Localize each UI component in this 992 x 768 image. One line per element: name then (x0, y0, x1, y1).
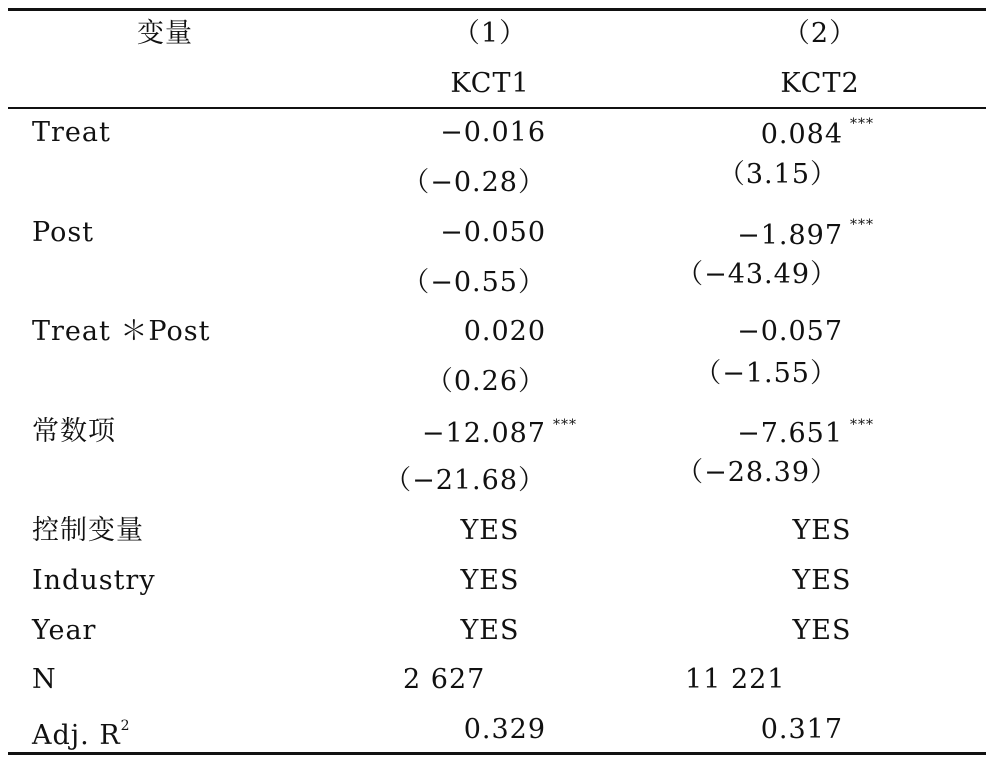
r2-superscript: 2 (120, 718, 131, 734)
n-col1: 2 627 (403, 664, 486, 695)
constant-col2-coef: −7.651 (737, 418, 843, 449)
treat-col2-significance: *** (850, 116, 874, 132)
year-col1: YES (460, 615, 520, 646)
treat-post-col2-coef: −0.057 (737, 316, 843, 347)
constant-col2-tstat: （−28.39） (676, 457, 838, 488)
constant-col1-significance: *** (553, 417, 577, 433)
year-col2: YES (792, 615, 852, 646)
row-label-post: Post (32, 217, 95, 248)
constant-col1-tstat: （−21.68） (384, 465, 546, 496)
treat-post-col1-coef: 0.020 (463, 316, 546, 347)
controls-col2: YES (792, 515, 852, 546)
treat-post-col1-tstat: （0.26） (425, 366, 546, 397)
post-col1-tstat: （−0.55） (402, 267, 546, 298)
row-label-adj-r2: Adj. $R^2$ (32, 718, 131, 751)
header-col2-name: KCT2 (780, 68, 860, 99)
post-col2-coef: −1.897 (737, 220, 843, 251)
row-label-constant: 常数项 (32, 416, 116, 447)
industry-col1: YES (460, 565, 520, 596)
row-label-controls: 控制变量 (32, 515, 144, 546)
treat-col1-coef: −0.016 (440, 117, 546, 148)
constant-col2-significance: *** (850, 417, 874, 433)
header-variable: 变量 (137, 18, 193, 49)
adj-r2-col2: 0.317 (760, 714, 843, 745)
table-header-rule (8, 107, 986, 109)
constant-col1-coef: −12.087 (421, 418, 546, 449)
adj-r2-col1: 0.329 (463, 714, 546, 745)
row-label-year: Year (32, 615, 97, 646)
post-col1-coef: −0.050 (440, 217, 546, 248)
table-top-rule (8, 8, 986, 11)
row-label-treat-post: Treat ＊Post (32, 316, 211, 347)
treat-col1-tstat: （−0.28） (402, 167, 546, 198)
header-col1-number: （1） (452, 18, 528, 49)
table-bottom-rule (8, 752, 986, 755)
row-label-industry: Industry (32, 565, 156, 596)
header-col2-number: （2） (782, 18, 858, 49)
row-label-treat: Treat (32, 117, 111, 148)
header-col1-name: KCT1 (450, 68, 530, 99)
controls-col1: YES (460, 515, 520, 546)
treat-post-col2-tstat: （−1.55） (694, 358, 838, 389)
post-col2-significance: *** (850, 217, 874, 233)
treat-col2-coef: 0.084 (760, 119, 843, 150)
industry-col2: YES (792, 565, 852, 596)
treat-col2-tstat: （3.15） (717, 159, 838, 190)
row-label-n: N (32, 664, 57, 695)
n-col2: 11 221 (685, 664, 786, 695)
post-col2-tstat: （−43.49） (676, 259, 838, 290)
